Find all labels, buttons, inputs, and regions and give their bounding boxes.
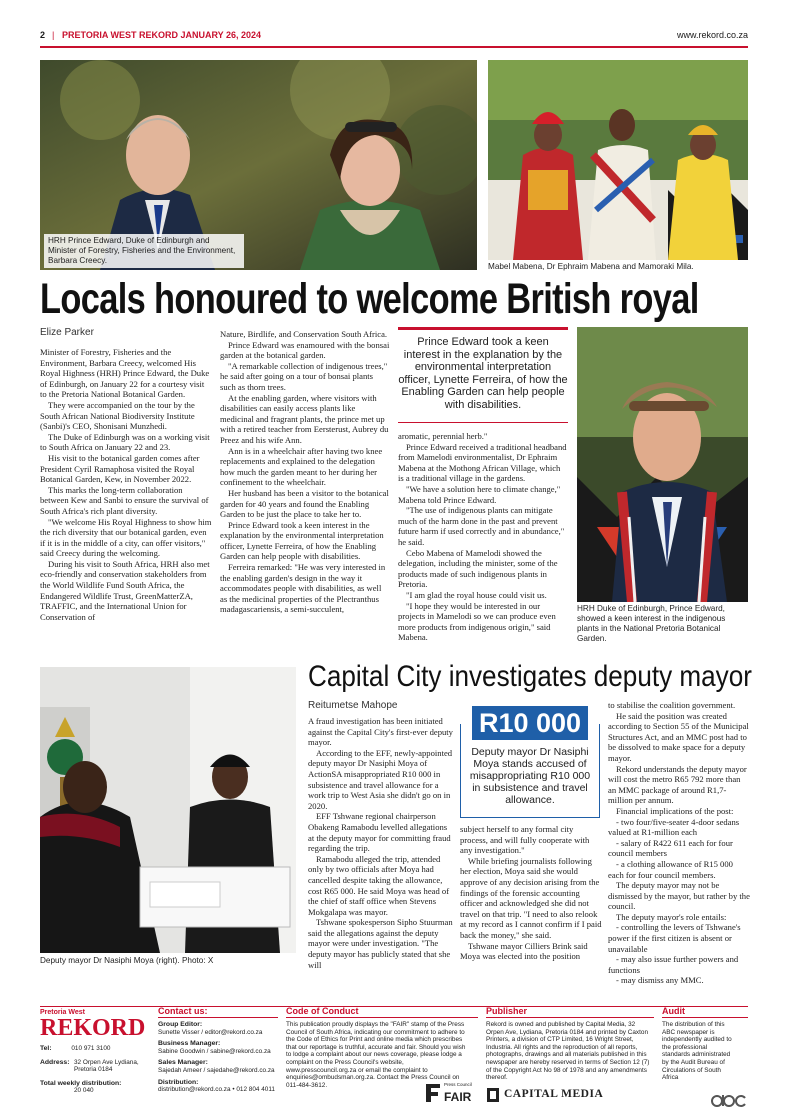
caption-duke: HRH Duke of Edinburgh, Prince Edward, showed a keen interest in the indigenous plants in the National Pretoria Botanical Garden. (577, 604, 726, 643)
paragraph: According to the EFF, newly-appointed deputy mayor Dr Nasiphi Moya of ActionSA misappropriated R10 000 in subsistence and travel allowance for a work trip to West Asia she didn't go on in 2020. (308, 747, 453, 811)
photo-deputy-mayor (40, 667, 296, 953)
paragraph: The Duke of Edinburgh was on a working visit to South Africa on January 22 and 23. (40, 431, 210, 453)
paragraph: Financial implications of the post: (616, 805, 734, 816)
paragraph: subject herself to any formal city process, and will fully cooperate with any investigation." (460, 824, 590, 856)
capital-media-label: CAPITAL MEDIA (504, 1088, 604, 1101)
paragraph: Her husband has been a visitor to the botanical garden for 40 years and found the Enabling Garden to be just the place to take her to. (220, 487, 389, 520)
paragraph: Tshwane mayor Cilliers Brink said Moya was elected into the position (460, 940, 588, 962)
paragraph: Ferreira remarked: "He was very interested in the enabling garden's design in the way it accommodates people with disabilities, as well as the medicinal properties of the Plectranthus madagascariensis, a semi-succulent, (220, 562, 386, 615)
paragraph: This marks the long-term collaboration between Kew and Sanbi to ensure the survival of South Africa's rich plant diversity. (40, 484, 209, 516)
website-link[interactable]: www.rekord.co.za (676, 30, 748, 40)
press-council-fair-logo (424, 1082, 478, 1106)
publisher-heading: Publisher (486, 1006, 654, 1018)
photo-mabena-family (488, 60, 748, 260)
business-manager-value[interactable]: Sabine Goodwin / sabine@rekord.co.za (158, 1047, 271, 1055)
pull-quote: Prince Edward took a keen interest in the explanation by the environmental interpretation officer, Lynette Ferreira, of how the Enabling Garden can help people with disabilities. (398, 336, 568, 411)
paragraph: Tshwane spokesperson Sipho Stuurman said the allegations against the deputy mayor were under investigation. "The deputy mayor has publicly stated that she will (308, 917, 453, 970)
conduct-text: This publication proudly displays the "FAIR" stamp of the Press Council of South Africa, indicating our commitment to adhere to the Code of Ethics for Print and online media which prescribes that our reportage is truthful, accurate and fair. Should you wish to lodge a complaint about our news coverage, please lodge a complaint on the Press Council's website, www.presscouncil.org.za or email the complaint to enquiries@ombudsman.org.za. Contact the Press Council on 011-484-3612. (286, 1021, 466, 1089)
paragraph: "The use of indigenous plants can mitigate much of the harm done in the past and prevent future harm if used correctly and in abundance," he said. (398, 505, 565, 547)
tel-label: Tel: (40, 1045, 52, 1052)
caption-prince-minister: HRH Prince Edward, Duke of Edinburgh and Minister of Forestry, Fisheries and the Environment, Barbara Creecy. (44, 234, 244, 268)
paragraph: While briefing journalists following her election, Moya said she would approve of any decision arising from the findings of the forensic accounting officer and acknowledged she did not travel on that trip. "I need to also relook at my record as I cannot confirm if I paid back the money," she said. (460, 855, 602, 940)
paragraph: His visit to the botanical garden comes after President Cyril Ramaphosa visited the Royal Botanical Garden, Kew, in November 2022. (40, 452, 200, 485)
page-header (40, 30, 748, 44)
header-separator: | (52, 30, 55, 40)
rekord-logo: REKORD (40, 1015, 146, 1041)
paragraph: - controlling the levers of Tshwane's power if the first citizen is absent or unavailable (608, 922, 741, 954)
paragraph: - salary of R422 611 each for four council members (608, 837, 733, 859)
footer-masthead (40, 1006, 748, 1108)
paragraph: They were accompanied on the tour by the South African National Biodiversity Institute (Sanbi)'s CEO, Shonisani Munzhedi. (40, 399, 195, 432)
footer-conduct-column (286, 1006, 478, 1108)
footer-address (40, 1059, 150, 1074)
pull-quote-rule-bottom (398, 422, 568, 423)
distribution-contact-value[interactable]: distribution@rekord.co.za • 012 804 4011 (158, 1086, 275, 1094)
paragraph: "We have a solution here to climate change," Mabena told Prince Edward. (398, 483, 561, 505)
highlight-box (460, 706, 600, 818)
byline-elize-parker: Elize Parker (40, 327, 94, 338)
header-rule (40, 46, 748, 48)
fair-label: FAIR (444, 1090, 472, 1104)
contact-heading: Contact us: (158, 1006, 278, 1018)
headline-british-royal: Locals honoured to welcome British royal (40, 275, 699, 323)
distribution-value: 20 040 (74, 1087, 94, 1095)
story1-column-2 (220, 329, 390, 649)
paragraph: "We welcome His Royal Highness to show him the rich diversity that our botanical garden, even if it is in the middle of a city, can offer visitors," said Creecy during the welcoming. (40, 516, 212, 559)
paragraph: He said the position was created according to Section 55 of the Municipal Structures Act, and an MMC post had to be dissolved to make space for a deputy mayor. (608, 710, 749, 763)
footer-tel (40, 1045, 150, 1053)
abc-logo (710, 1092, 748, 1108)
story2-column-3 (608, 700, 750, 998)
paragraph: aromatic, perennial herb." (398, 431, 488, 441)
byline-reitumetse-mahope: Reitumetse Mahope (308, 700, 398, 711)
story1-column-1 (40, 347, 212, 649)
group-editor-value[interactable]: Sunette Visser / editor@rekord.co.za (158, 1028, 263, 1036)
publication-dateline: PRETORIA WEST REKORD JANUARY 26, 2024 (62, 30, 262, 40)
story1-column-3 (398, 431, 568, 649)
paragraph: The deputy mayor's role entails: (616, 911, 727, 922)
paragraph: At the enabling garden, where visitors with disabilities can easily access plants like medicinal and fragrant plants, the prince met up with a retired teacher from Eersterust, Aubrey du Preez and his wife Ann. (220, 392, 389, 445)
paragraph: Prince Edward took a keen interest in the explanation by the environmental interpretation officer, Lynette Ferreira, of how the Enabling Garden can help people with disabilities. (220, 519, 384, 562)
footer-logo-column (40, 1006, 150, 1108)
audit-heading: Audit (662, 1006, 748, 1018)
paragraph: "A remarkable collection of indigenous trees," he said after going on a tour of bonsai plants such as thorn trees. (220, 360, 388, 392)
page-number: 2 (40, 30, 46, 40)
photo-duke-headband (577, 327, 748, 602)
paragraph: Ann is in a wheelchair after having two knee replacements and explained to the delegation how much the garden meant to her during her confinement to the wheelchair. (220, 445, 383, 488)
paragraph: to stabilise the coalition government. (608, 700, 736, 710)
story2-column-1 (308, 716, 453, 998)
story2-column-2 (460, 824, 602, 998)
footer-distribution (40, 1080, 150, 1095)
paragraph: Ramabodu alleged the trip, attended only by two officials after Moya had cancelled despite taking the allowance, cost R65 000. He said Moya was head of the chief of staff office when Stevens Mokgalapa was mayor. (308, 853, 450, 917)
press-council-label: Press Council (444, 1082, 472, 1087)
tel-value: 010 971 3100 (71, 1045, 111, 1052)
group-editor-label: Group Editor: (158, 1021, 203, 1028)
distribution-label: Total weekly distribution: (40, 1079, 122, 1087)
capital-media-icon (486, 1087, 500, 1103)
logo-small-text: Pretoria West (40, 1009, 85, 1016)
sales-manager-label: Sales Manager: (158, 1059, 208, 1067)
address-value: 32 Orpen Ave Lydiana, Pretoria 0184 (74, 1058, 139, 1074)
capital-media-logo (486, 1086, 603, 1104)
address-label: Address: (40, 1058, 70, 1066)
paragraph: EFF Tshwane regional chairperson Obakeng Ramabodu levelled allegations at the deputy mayor for committing fraud regarding the trip. (308, 811, 451, 854)
paragraph: Minister of Forestry, Fisheries and the Environment, Barbara Creecy, welcomed His Royal Highness (HRH) Prince Edward, the Duke of Edinburgh, on January 22 for a courtesy visit to the Pretoria National Botanical Garden. (40, 347, 210, 400)
business-manager-label: Business Manager: (158, 1040, 221, 1048)
footer-audit-column (662, 1006, 748, 1108)
caption-mabena: Mabel Mabena, Dr Ephraim Mabena and Mamoraki Mila. (488, 262, 694, 271)
paragraph: "I am glad the royal house could visit us. (406, 589, 547, 600)
highlight-amount: R10 000 (472, 706, 588, 740)
caption-moya: Deputy mayor Dr Nasiphi Moya (right). Photo: X (40, 956, 214, 965)
pull-quote-rule-top (398, 327, 568, 330)
paragraph: "I hope they would be interested in our projects in Mamelodi so we can produce even more products from indigenous origin," said Mabena. (398, 600, 556, 643)
sales-manager-value[interactable]: Sajedah Ameer / sajedahe@rekord.co.za (158, 1066, 275, 1074)
footer-publisher-column (486, 1006, 654, 1108)
paragraph: Prince Edward was enamoured with the bonsai garden at the botanical garden. (220, 339, 390, 361)
paragraph: - may also issue further powers and functions (608, 954, 739, 975)
headline-capital-city: Capital City investigates deputy mayor (308, 660, 752, 693)
paragraph: The deputy mayor may not be dismissed by the mayor, but rather by the council. (608, 880, 750, 912)
audit-text: The distribution of this ABC newspaper is independently audited to the professional standards administrated by the Audit Bureau of Circulations of South Africa (662, 1021, 732, 1082)
paragraph: During his visit to South Africa, HRH also met eco-friendly and conservation stakeholders from the World Wildlife Fund South Africa, the Endangered Wildlife Trust, GreenMatterZA, TRAFFIC, and the International Union for Conservation of (40, 558, 210, 622)
footer-contact-column (158, 1006, 278, 1108)
paragraph: Nature, Birdlife, and Conservation South Africa. (220, 329, 388, 339)
paragraph: - two four/five-seater 4-door sedans valued at R1-million each (608, 816, 740, 838)
highlight-text: Deputy mayor Dr Nasiphi Moya stands accused of misappropriating R10 000 in subsistence and travel allowance. (469, 746, 591, 806)
publisher-text: Rekord is owned and published by Capital Media, 32 Orpen Ave, Lydiana, Pretoria 0184 and printed by Caxton Printers, a division of CTP Limited, 16 Wright Street, Industria. All rights and the reproduction of all reports, photographs, drawings and all materials published in this newspaper are hereby reserved in terms of Section 12 (7) of the Copyright Act No 98 of 1978 and any amendments thereof. (486, 1021, 650, 1082)
distribution-contact-label: Distribution: (158, 1078, 199, 1086)
paragraph: Cebo Mabena of Mamelodi showed the delegation, including the minister, some of the products made of such indigenous plants in Pretoria. (398, 547, 558, 590)
paragraph: - may dismiss any MMC. (616, 975, 704, 986)
paragraph: Prince Edward received a traditional headband from Mamelodi environmentalist, Dr Ephraim Mabena at the Mothong African Village, which is a traditional village in the gardens. (398, 441, 567, 484)
conduct-heading: Code of Conduct (286, 1006, 478, 1018)
paragraph: - a clothing allowance of R15 000 each for four council members. (608, 858, 733, 880)
paragraph: Rekord understands the deputy mayor will cost the metro R65 792 more than an MMC package of around R1,7-million per annum. (608, 763, 747, 806)
paragraph: A fraud investigation has been initiated against the Capital City's first-ever deputy mayor. (308, 716, 453, 748)
